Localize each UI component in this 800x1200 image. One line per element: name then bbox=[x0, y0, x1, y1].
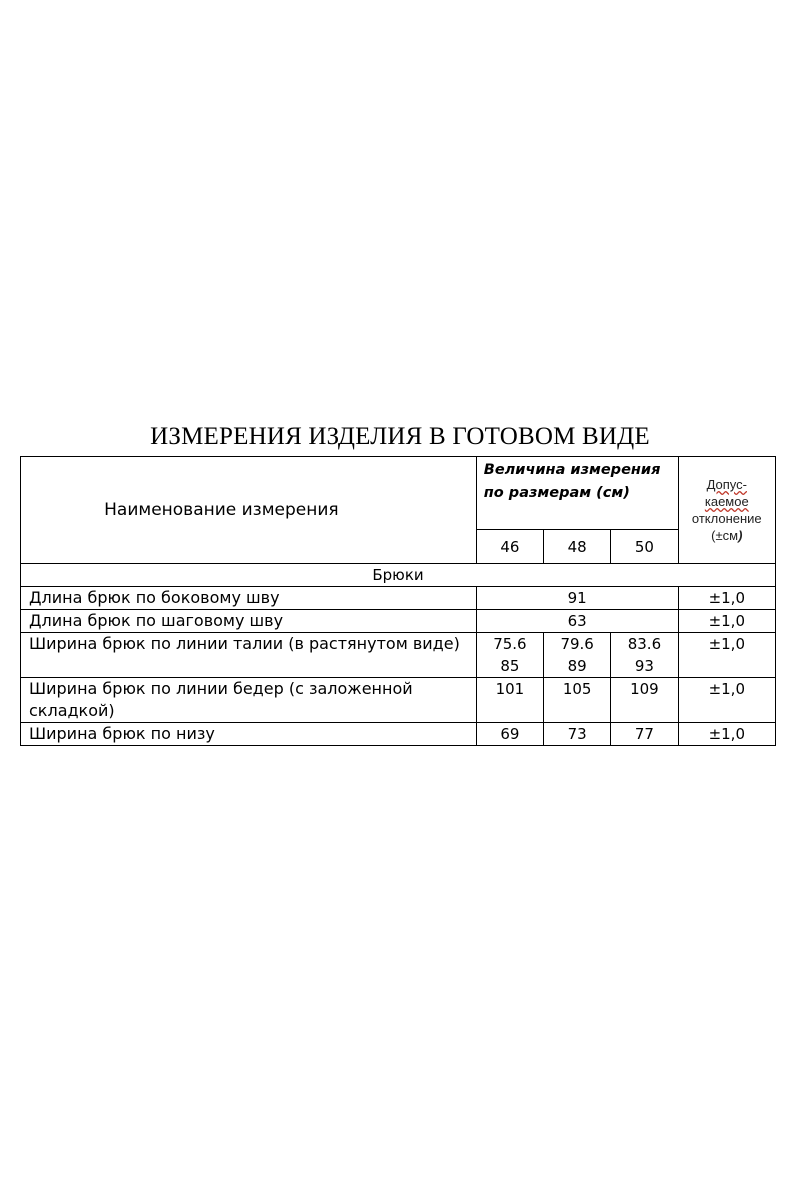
section-row bbox=[21, 564, 776, 587]
table-row bbox=[21, 610, 776, 633]
size-48: 48 bbox=[544, 530, 611, 564]
row-name: Ширина брюк по линии бедер (с заложенной складкой) bbox=[21, 678, 477, 723]
header-size-values: Величина измерения по размерам (см) bbox=[476, 457, 678, 530]
row-name: Длина брюк по шаговому шву bbox=[21, 610, 477, 633]
row-value-50: 77 bbox=[611, 723, 678, 746]
header-measurement-name: Наименование измерения bbox=[21, 457, 477, 564]
table-row bbox=[21, 723, 776, 746]
header-tolerance: Допус- каемое отклонение (±см) bbox=[678, 457, 775, 564]
row-tolerance: ±1,0 bbox=[678, 587, 775, 610]
row-name: Ширина брюк по низу bbox=[21, 723, 477, 746]
measurements-table bbox=[20, 456, 776, 746]
row-name: Ширина брюк по линии талии (в растянутом виде) bbox=[21, 633, 477, 678]
row-tolerance: ±1,0 bbox=[678, 678, 775, 723]
table-header-row bbox=[21, 457, 776, 530]
table-row bbox=[21, 633, 776, 678]
row-tolerance: ±1,0 bbox=[678, 633, 775, 678]
row-value-46: 101 bbox=[476, 678, 543, 723]
row-value-50: 109 bbox=[611, 678, 678, 723]
row-value-48: 79.6 89 bbox=[544, 633, 611, 678]
size-46: 46 bbox=[476, 530, 543, 564]
size-50: 50 bbox=[611, 530, 678, 564]
table-row bbox=[21, 678, 776, 723]
row-value: 63 bbox=[476, 610, 678, 633]
page-title: ИЗМЕРЕНИЯ ИЗДЕЛИЯ В ГОТОВОМ ВИДЕ bbox=[150, 423, 650, 450]
row-value-46: 75.6 85 bbox=[476, 633, 543, 678]
row-tolerance: ±1,0 bbox=[678, 723, 775, 746]
row-value-48: 73 bbox=[544, 723, 611, 746]
row-value-46: 69 bbox=[476, 723, 543, 746]
table-row bbox=[21, 587, 776, 610]
row-tolerance: ±1,0 bbox=[678, 610, 775, 633]
section-label: Брюки bbox=[21, 564, 776, 587]
row-value-48: 105 bbox=[544, 678, 611, 723]
row-name: Длина брюк по боковому шву bbox=[21, 587, 477, 610]
row-value: 91 bbox=[476, 587, 678, 610]
row-value-50: 83.6 93 bbox=[611, 633, 678, 678]
